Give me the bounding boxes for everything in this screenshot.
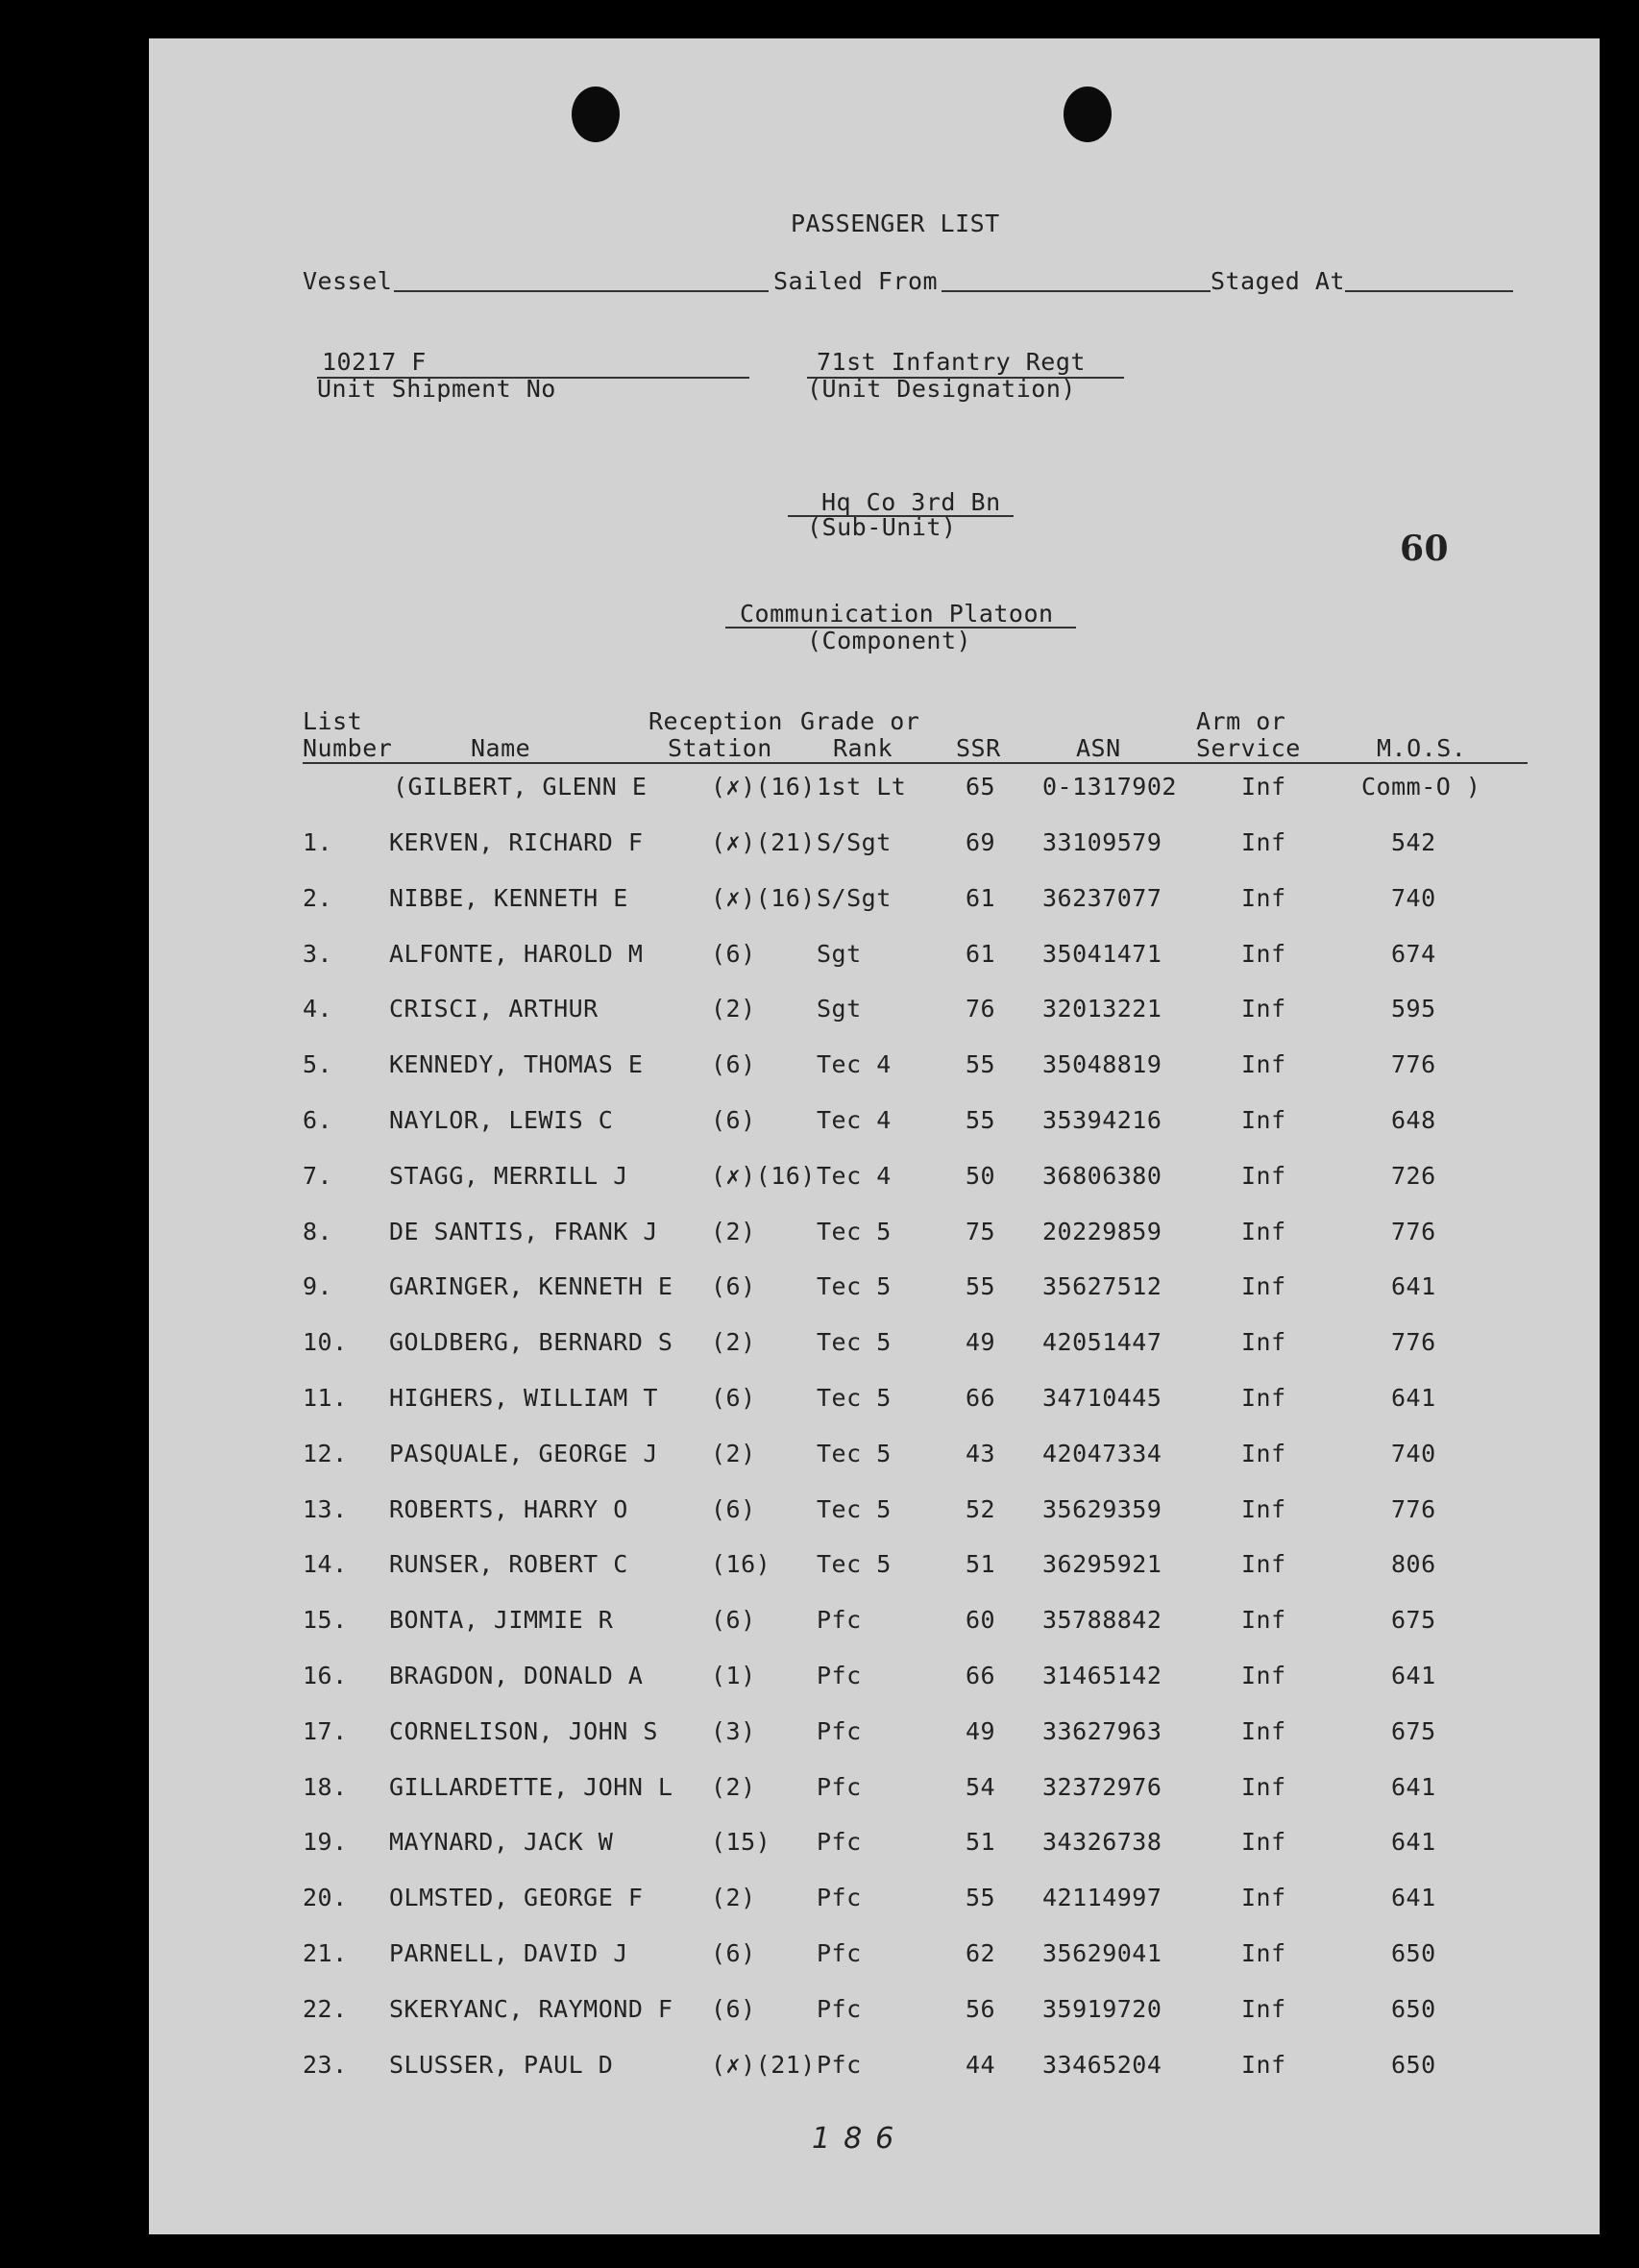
row-asn: 33109579 <box>1042 828 1162 856</box>
row-name: DE SANTIS, FRANK J <box>389 1218 658 1245</box>
row-name: HIGHERS, WILLIAM T <box>389 1384 658 1412</box>
punch-hole <box>572 86 620 142</box>
row-ssr: 61 <box>966 940 996 968</box>
row-name: PARNELL, DAVID J <box>389 1939 628 1967</box>
row-mos: 776 <box>1391 1050 1436 1078</box>
row-arm: Inf <box>1241 1106 1286 1134</box>
row-number: 4. <box>303 995 333 1023</box>
row-mos: 675 <box>1391 1717 1436 1745</box>
row-ssr: 49 <box>966 1717 996 1745</box>
row-name: STAGG, MERRILL J <box>389 1162 628 1190</box>
row-rank: Sgt <box>817 940 862 968</box>
row-arm: Inf <box>1241 1717 1286 1745</box>
row-name: BRAGDON, DONALD A <box>389 1662 644 1689</box>
unit-shipment-no: 10217 F <box>322 348 427 376</box>
col-grade-1: Grade or <box>800 707 920 735</box>
row-ssr: 69 <box>966 828 996 856</box>
row-mos: 776 <box>1391 1495 1436 1523</box>
row-station: (6) <box>711 940 756 968</box>
row-asn: 35394216 <box>1042 1106 1162 1134</box>
row-station: (6) <box>711 1939 756 1967</box>
row-ssr: 60 <box>966 1606 996 1634</box>
table-row <box>149 1606 1600 1644</box>
staged-at-label: Staged At <box>1211 267 1345 295</box>
table-row <box>149 1495 1600 1534</box>
row-ssr: 49 <box>966 1328 996 1356</box>
row-number: 3. <box>303 940 333 968</box>
row-mos: 650 <box>1391 1939 1436 1967</box>
header-rule <box>303 762 1528 764</box>
row-rank: Pfc <box>817 1717 862 1745</box>
row-asn: 35627512 <box>1042 1272 1162 1300</box>
col-name: Name <box>471 734 531 762</box>
row-name: MAYNARD, JACK W <box>389 1828 614 1856</box>
row-number: 10. <box>303 1328 348 1356</box>
row-asn: 35629359 <box>1042 1495 1162 1523</box>
row-number: 15. <box>303 1606 348 1634</box>
page-title: PASSENGER LIST <box>791 210 1000 237</box>
row-mos: Comm-O ) <box>1361 773 1481 801</box>
row-mos: 542 <box>1391 828 1436 856</box>
row-mos: 806 <box>1391 1550 1436 1578</box>
document-page <box>149 38 1600 2234</box>
row-number: 7. <box>303 1162 333 1190</box>
row-rank: Pfc <box>817 1606 862 1634</box>
table-row <box>149 1884 1600 1922</box>
row-ssr: 50 <box>966 1162 996 1190</box>
row-asn: 36806380 <box>1042 1162 1162 1190</box>
row-ssr: 43 <box>966 1440 996 1467</box>
row-station: (2) <box>711 1440 756 1467</box>
row-number: 16. <box>303 1662 348 1689</box>
row-ssr: 75 <box>966 1218 996 1245</box>
row-number: 19. <box>303 1828 348 1856</box>
sailed-from-blank <box>942 290 1211 292</box>
row-ssr: 55 <box>966 1884 996 1911</box>
table-row <box>149 1272 1600 1311</box>
col-asn: ASN <box>1076 734 1121 762</box>
vessel-blank <box>394 290 769 292</box>
row-number: 9. <box>303 1272 333 1300</box>
row-ssr: 76 <box>966 995 996 1023</box>
table-row <box>149 828 1600 867</box>
row-rank: Tec 5 <box>817 1550 892 1578</box>
row-mos: 776 <box>1391 1328 1436 1356</box>
row-asn: 36295921 <box>1042 1550 1162 1578</box>
unit-shipment-label: Unit Shipment No <box>317 375 556 403</box>
row-station: (3) <box>711 1717 756 1745</box>
row-rank: Sgt <box>817 995 862 1023</box>
col-arm-1: Arm or <box>1196 707 1286 735</box>
row-name: KERVEN, RICHARD F <box>389 828 644 856</box>
row-ssr: 55 <box>966 1106 996 1134</box>
row-name: ROBERTS, HARRY O <box>389 1495 628 1523</box>
row-mos: 650 <box>1391 1995 1436 2023</box>
row-number: 21. <box>303 1939 348 1967</box>
row-asn: 31465142 <box>1042 1662 1162 1689</box>
row-ssr: 66 <box>966 1384 996 1412</box>
row-number: 12. <box>303 1440 348 1467</box>
row-ssr: 65 <box>966 773 996 801</box>
row-rank: Tec 4 <box>817 1162 892 1190</box>
table-row <box>149 1218 1600 1256</box>
row-station: (2) <box>711 1218 756 1245</box>
row-number: 22. <box>303 1995 348 2023</box>
row-asn: 34326738 <box>1042 1828 1162 1856</box>
row-rank: Tec 5 <box>817 1272 892 1300</box>
officer-row <box>149 773 1600 811</box>
row-station: (6) <box>711 1384 756 1412</box>
row-arm: Inf <box>1241 1662 1286 1689</box>
row-asn: 20229859 <box>1042 1218 1162 1245</box>
table-row <box>149 1328 1600 1367</box>
table-row <box>149 1384 1600 1422</box>
row-rank: S/Sgt <box>817 828 892 856</box>
row-ssr: 62 <box>966 1939 996 1967</box>
handwritten-number: 186 <box>812 2122 908 2156</box>
row-arm: Inf <box>1241 1550 1286 1578</box>
row-arm: Inf <box>1241 1828 1286 1856</box>
row-asn: 35048819 <box>1042 1050 1162 1078</box>
row-station: (✗)(21) <box>711 828 816 856</box>
row-mos: 641 <box>1391 1272 1436 1300</box>
table-row <box>149 2051 1600 2089</box>
row-mos: 641 <box>1391 1773 1436 1801</box>
row-station: (6) <box>711 1106 756 1134</box>
sailed-from-label: Sailed From <box>773 267 939 295</box>
component: Communication Platoon <box>740 600 1054 628</box>
vessel-label: Vessel <box>303 267 393 295</box>
row-name: NIBBE, KENNETH E <box>389 884 628 912</box>
row-rank: Tec 5 <box>817 1384 892 1412</box>
row-asn: 32013221 <box>1042 995 1162 1023</box>
row-rank: Tec 4 <box>817 1050 892 1078</box>
row-station: (✗)(16) <box>711 773 816 801</box>
row-name: NAYLOR, LEWIS C <box>389 1106 614 1134</box>
row-rank: Pfc <box>817 1995 862 2023</box>
punch-hole <box>1064 86 1112 142</box>
row-number: 17. <box>303 1717 348 1745</box>
row-ssr: 56 <box>966 1995 996 2023</box>
row-station: (16) <box>711 1550 771 1578</box>
row-asn: 33465204 <box>1042 2051 1162 2079</box>
row-arm: Inf <box>1241 1218 1286 1245</box>
row-arm: Inf <box>1241 1328 1286 1356</box>
row-ssr: 52 <box>966 1495 996 1523</box>
col-list-number-1: List <box>303 707 363 735</box>
row-name: PASQUALE, GEORGE J <box>389 1440 658 1467</box>
row-ssr: 44 <box>966 2051 996 2079</box>
row-ssr: 54 <box>966 1773 996 1801</box>
row-number: 11. <box>303 1384 348 1412</box>
row-asn: 32372976 <box>1042 1773 1162 1801</box>
row-arm: Inf <box>1241 884 1286 912</box>
row-rank: Tec 5 <box>817 1218 892 1245</box>
row-ssr: 51 <box>966 1550 996 1578</box>
row-station: (6) <box>711 1606 756 1634</box>
row-name: GARINGER, KENNETH E <box>389 1272 673 1300</box>
table-row <box>149 1162 1600 1200</box>
row-asn: 34710445 <box>1042 1384 1162 1412</box>
row-arm: Inf <box>1241 1162 1286 1190</box>
row-station: (15) <box>711 1828 771 1856</box>
row-ssr: 61 <box>966 884 996 912</box>
table-row <box>149 1995 1600 2034</box>
row-asn: 42051447 <box>1042 1328 1162 1356</box>
table-row <box>149 940 1600 978</box>
row-ssr: 66 <box>966 1662 996 1689</box>
row-arm: Inf <box>1241 2051 1286 2079</box>
row-asn: 35629041 <box>1042 1939 1162 1967</box>
col-reception-1: Reception <box>648 707 783 735</box>
row-mos: 650 <box>1391 2051 1436 2079</box>
table-row <box>149 1773 1600 1812</box>
row-rank: S/Sgt <box>817 884 892 912</box>
row-mos: 726 <box>1391 1162 1436 1190</box>
row-name: RUNSER, ROBERT C <box>389 1550 628 1578</box>
row-rank: 1st Lt <box>817 773 907 801</box>
row-arm: Inf <box>1241 1995 1286 2023</box>
row-mos: 740 <box>1391 884 1436 912</box>
col-list-number-2: Number <box>303 734 393 762</box>
row-mos: 641 <box>1391 1828 1436 1856</box>
row-asn: 42047334 <box>1042 1440 1162 1467</box>
row-station: (6) <box>711 1995 756 2023</box>
col-reception-2: Station <box>668 734 772 762</box>
row-station: (✗)(21) <box>711 2051 816 2079</box>
row-station: (6) <box>711 1495 756 1523</box>
row-name: BONTA, JIMMIE R <box>389 1606 614 1634</box>
unit-designation: 71st Infantry Regt <box>817 348 1086 376</box>
row-station: (✗)(16) <box>711 884 816 912</box>
col-ssr: SSR <box>956 734 1001 762</box>
row-mos: 641 <box>1391 1384 1436 1412</box>
row-name: SLUSSER, PAUL D <box>389 2051 614 2079</box>
row-name: KENNEDY, THOMAS E <box>389 1050 644 1078</box>
row-rank: Pfc <box>817 2051 862 2079</box>
row-name: ALFONTE, HAROLD M <box>389 940 644 968</box>
row-arm: Inf <box>1241 1384 1286 1412</box>
row-arm: Inf <box>1241 1606 1286 1634</box>
row-name: SKERYANC, RAYMOND F <box>389 1995 673 2023</box>
table-row <box>149 1440 1600 1478</box>
sub-unit: Hq Co 3rd Bn <box>821 488 1001 516</box>
component-label: (Component) <box>807 627 972 654</box>
table-row <box>149 1106 1600 1145</box>
row-mos: 648 <box>1391 1106 1436 1134</box>
row-arm: Inf <box>1241 828 1286 856</box>
row-arm: Inf <box>1241 1939 1286 1967</box>
page-number: 60 <box>1400 529 1450 569</box>
row-mos: 595 <box>1391 995 1436 1023</box>
row-number: 5. <box>303 1050 333 1078</box>
row-name: GILLARDETTE, JOHN L <box>389 1773 673 1801</box>
row-arm: Inf <box>1241 773 1286 801</box>
row-arm: Inf <box>1241 1272 1286 1300</box>
row-name: CRISCI, ARTHUR <box>389 995 599 1023</box>
row-name: (GILBERT, GLENN E <box>393 773 648 801</box>
row-arm: Inf <box>1241 1050 1286 1078</box>
row-mos: 674 <box>1391 940 1436 968</box>
row-rank: Pfc <box>817 1884 862 1911</box>
row-arm: Inf <box>1241 1773 1286 1801</box>
row-asn: 35041471 <box>1042 940 1162 968</box>
row-rank: Tec 5 <box>817 1440 892 1467</box>
row-number: 6. <box>303 1106 333 1134</box>
row-rank: Tec 4 <box>817 1106 892 1134</box>
col-arm-2: Service <box>1196 734 1301 762</box>
row-number: 13. <box>303 1495 348 1523</box>
row-rank: Tec 5 <box>817 1495 892 1523</box>
row-number: 8. <box>303 1218 333 1245</box>
row-arm: Inf <box>1241 1495 1286 1523</box>
row-station: (2) <box>711 1328 756 1356</box>
row-name: OLMSTED, GEORGE F <box>389 1884 644 1911</box>
col-mos: M.O.S. <box>1377 734 1467 762</box>
row-asn: 42114997 <box>1042 1884 1162 1911</box>
row-asn: 0-1317902 <box>1042 773 1177 801</box>
row-number: 1. <box>303 828 333 856</box>
table-row <box>149 995 1600 1033</box>
row-station: (2) <box>711 1884 756 1911</box>
row-number: 23. <box>303 2051 348 2079</box>
table-row <box>149 1828 1600 1866</box>
row-name: GOLDBERG, BERNARD S <box>389 1328 673 1356</box>
row-rank: Pfc <box>817 1773 862 1801</box>
table-row <box>149 1550 1600 1589</box>
row-rank: Pfc <box>817 1939 862 1967</box>
col-grade-2: Rank <box>833 734 893 762</box>
row-number: 14. <box>303 1550 348 1578</box>
row-arm: Inf <box>1241 1884 1286 1911</box>
row-rank: Pfc <box>817 1662 862 1689</box>
row-mos: 675 <box>1391 1606 1436 1634</box>
row-station: (2) <box>711 995 756 1023</box>
table-row <box>149 1939 1600 1978</box>
unit-designation-label: (Unit Designation) <box>807 375 1076 403</box>
row-station: (2) <box>711 1773 756 1801</box>
row-mos: 641 <box>1391 1884 1436 1911</box>
row-name: CORNELISON, JOHN S <box>389 1717 658 1745</box>
row-number: 2. <box>303 884 333 912</box>
row-arm: Inf <box>1241 1440 1286 1467</box>
row-mos: 740 <box>1391 1440 1436 1467</box>
row-asn: 33627963 <box>1042 1717 1162 1745</box>
sub-unit-label: (Sub-Unit) <box>807 513 957 541</box>
row-mos: 776 <box>1391 1218 1436 1245</box>
row-station: (6) <box>711 1272 756 1300</box>
row-rank: Pfc <box>817 1828 862 1856</box>
row-station: (1) <box>711 1662 756 1689</box>
row-number: 18. <box>303 1773 348 1801</box>
row-asn: 36237077 <box>1042 884 1162 912</box>
table-row <box>149 884 1600 923</box>
row-ssr: 51 <box>966 1828 996 1856</box>
staged-at-blank <box>1345 290 1513 292</box>
row-rank: Tec 5 <box>817 1328 892 1356</box>
row-ssr: 55 <box>966 1272 996 1300</box>
row-station: (6) <box>711 1050 756 1078</box>
row-asn: 35919720 <box>1042 1995 1162 2023</box>
row-station: (✗)(16) <box>711 1162 816 1190</box>
row-number: 20. <box>303 1884 348 1911</box>
row-arm: Inf <box>1241 995 1286 1023</box>
table-row <box>149 1717 1600 1756</box>
row-ssr: 55 <box>966 1050 996 1078</box>
table-row <box>149 1662 1600 1700</box>
table-row <box>149 1050 1600 1089</box>
row-asn: 35788842 <box>1042 1606 1162 1634</box>
row-arm: Inf <box>1241 940 1286 968</box>
row-mos: 641 <box>1391 1662 1436 1689</box>
